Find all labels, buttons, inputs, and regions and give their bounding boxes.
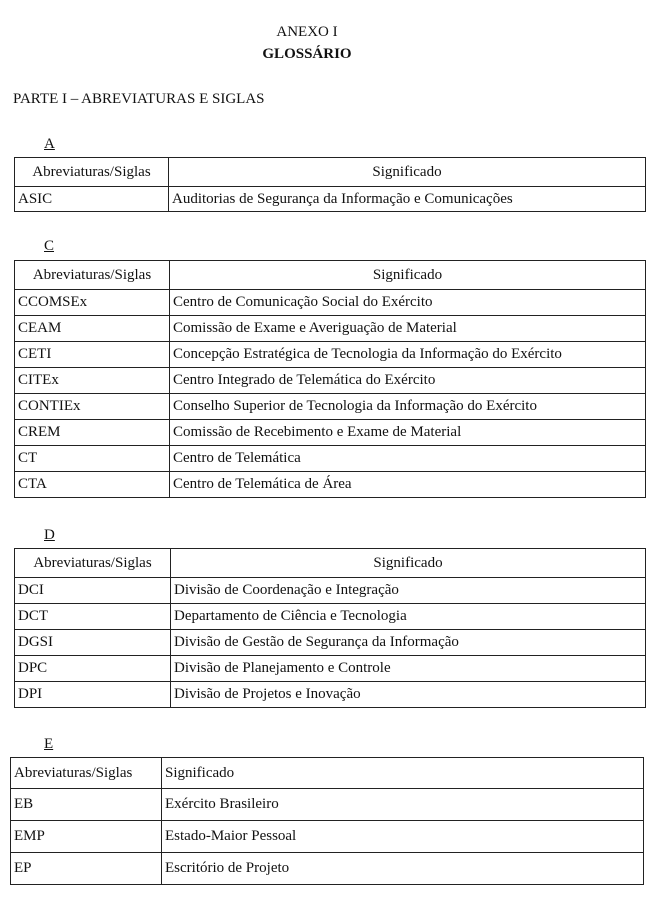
- table-row: [15, 187, 646, 212]
- table-row: [15, 472, 646, 498]
- table-row: [15, 342, 646, 368]
- abbr-cell: CT: [15, 446, 170, 472]
- table-header-row: [15, 549, 646, 578]
- meaning-cell: Centro Integrado de Telemática do Exército: [170, 368, 646, 394]
- meaning-cell: Centro de Telemática: [170, 446, 646, 472]
- abbr-cell: EMP: [11, 821, 162, 853]
- abbr-cell: DCT: [15, 604, 171, 630]
- meaning-cell: Comissão de Exame e Averiguação de Material: [170, 316, 646, 342]
- meaning-cell: Centro de Telemática de Área: [170, 472, 646, 498]
- glossary-table-c: [14, 260, 646, 498]
- meaning-cell: Departamento de Ciência e Tecnologia: [171, 604, 646, 630]
- meaning-cell: Divisão de Gestão de Segurança da Informação: [171, 630, 646, 656]
- abbr-cell: ASIC: [15, 187, 169, 212]
- abbr-cell: CETI: [15, 342, 170, 368]
- meaning-cell: Divisão de Coordenação e Integração: [171, 578, 646, 604]
- table-row: [15, 420, 646, 446]
- column-header-meaning: Significado: [169, 158, 646, 187]
- abbr-cell: CTA: [15, 472, 170, 498]
- table-row: [15, 316, 646, 342]
- table-row: [15, 368, 646, 394]
- meaning-cell: Concepção Estratégica de Tecnologia da Informação do Exército: [170, 342, 646, 368]
- meaning-cell: Escritório de Projeto: [162, 853, 644, 885]
- column-header-abbr: Abreviaturas/Siglas: [15, 549, 171, 578]
- table-row: [15, 394, 646, 420]
- meaning-cell: Comissão de Recebimento e Exame de Material: [170, 420, 646, 446]
- abbr-cell: EP: [11, 853, 162, 885]
- glossary-table-e: [10, 757, 644, 885]
- column-header-meaning: Significado: [162, 758, 644, 789]
- abbr-cell: CEAM: [15, 316, 170, 342]
- table-header-row: [11, 758, 644, 789]
- abbr-cell: DCI: [15, 578, 171, 604]
- column-header-abbr: Abreviaturas/Siglas: [11, 758, 162, 789]
- abbr-cell: CONTIEx: [15, 394, 170, 420]
- column-header-abbr: Abreviaturas/Siglas: [15, 261, 170, 290]
- table-row: [15, 446, 646, 472]
- table-row: [11, 821, 644, 853]
- glossary-table-d: [14, 548, 646, 708]
- abbr-cell: CCOMSEx: [15, 290, 170, 316]
- table-row: [15, 578, 646, 604]
- table-row: [15, 630, 646, 656]
- section-letter-a: A: [44, 136, 55, 152]
- column-header-meaning: Significado: [171, 549, 646, 578]
- column-header-abbr: Abreviaturas/Siglas: [15, 158, 169, 187]
- table-row: [11, 789, 644, 821]
- page-title: GLOSSÁRIO: [262, 46, 352, 62]
- abbr-cell: DGSI: [15, 630, 171, 656]
- abbr-cell: DPC: [15, 656, 171, 682]
- abbr-cell: DPI: [15, 682, 171, 708]
- glossary-table-a: [14, 157, 646, 212]
- section-letter-d: D: [44, 527, 55, 543]
- meaning-cell: Divisão de Planejamento e Controle: [171, 656, 646, 682]
- table-row: [15, 290, 646, 316]
- section-letter-e: E: [44, 736, 54, 752]
- abbr-cell: EB: [11, 789, 162, 821]
- table-header-row: [15, 158, 646, 187]
- abbr-cell: CREM: [15, 420, 170, 446]
- meaning-cell: Auditorias de Segurança da Informação e Comunicações: [169, 187, 646, 212]
- column-header-meaning: Significado: [170, 261, 646, 290]
- meaning-cell: Conselho Superior de Tecnologia da Informação do Exército: [170, 394, 646, 420]
- meaning-cell: Divisão de Projetos e Inovação: [171, 682, 646, 708]
- meaning-cell: Estado-Maior Pessoal: [162, 821, 644, 853]
- meaning-cell: Exército Brasileiro: [162, 789, 644, 821]
- abbr-cell: CITEx: [15, 368, 170, 394]
- table-row: [15, 656, 646, 682]
- section-letter-c: C: [44, 238, 55, 254]
- part-heading: PARTE I – ABREVIATURAS E SIGLAS: [13, 91, 265, 107]
- meaning-cell: Centro de Comunicação Social do Exército: [170, 290, 646, 316]
- table-row: [15, 682, 646, 708]
- annex-label: ANEXO I: [276, 24, 338, 40]
- table-header-row: [15, 261, 646, 290]
- table-row: [15, 604, 646, 630]
- table-row: [11, 853, 644, 885]
